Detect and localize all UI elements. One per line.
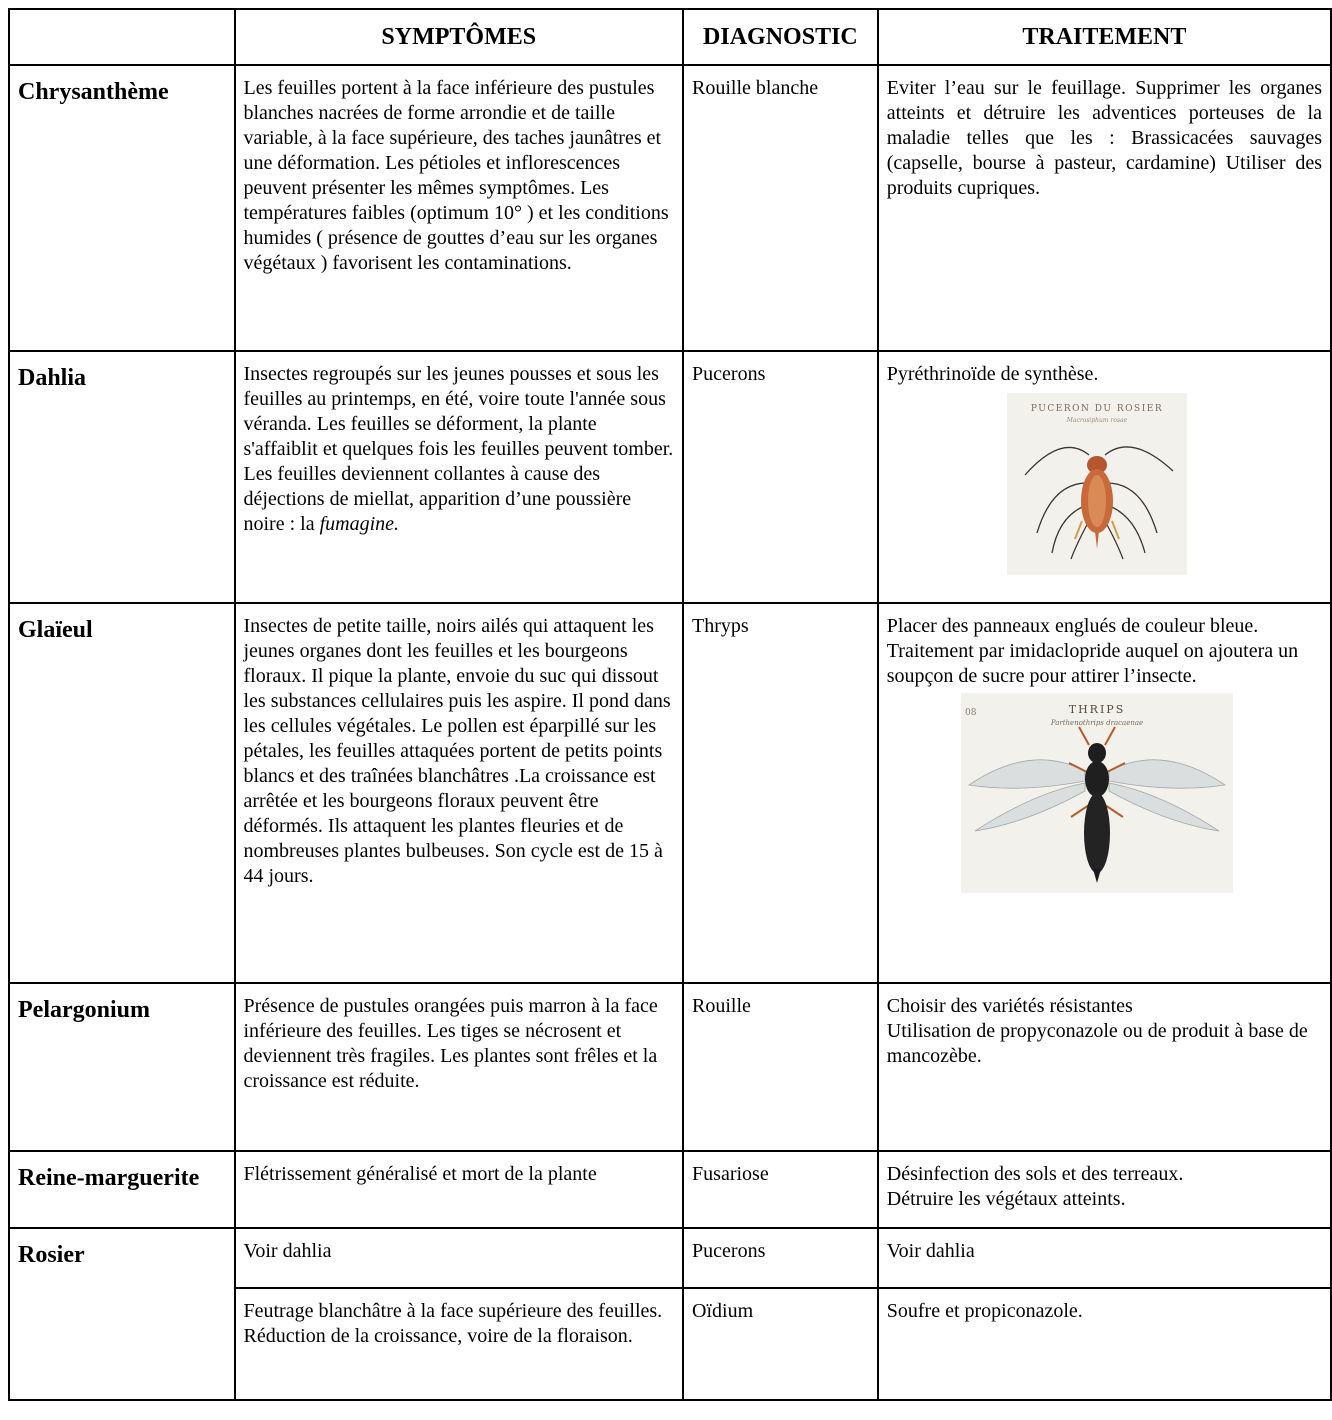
symptoms-cell xyxy=(235,603,684,983)
symptoms-cell: Flétrissement généralisé et mort de la plante xyxy=(235,1151,684,1228)
thrips-image-title: THRIPS xyxy=(1068,703,1126,716)
symptoms-text: Insectes regroupés sur les jeunes pousses et sous les feuilles au printemps, en été, voire toute l'année sous véranda. Les feuilles se déforment, la plante s'affaiblit et quelques fois les feuilles peuvent tomber. Les feuilles deviennent collantes à cause des déjections de miellat, apparition d’une poussière noire : la xyxy=(243,363,674,535)
header-diagnosis: DIAGNOSTIC xyxy=(683,9,878,65)
treatment-text: Pyréthrinoïde de synthèse. xyxy=(886,363,1099,385)
treatment-text: Choisir des variétés résistantes xyxy=(886,995,1133,1017)
treatment-cell xyxy=(878,983,1331,1151)
symptoms-cell: Les feuilles portent à la face inférieure des pustules blanches nacrées de forme arrondie et de taille variable, à la face supérieure, des taches jaunâtres et une déformation. Les pétioles et inflorescences peuvent présenter les mêmes symptômes. Les températures faibles (optimum 10° ) et les conditions humides ( présence de gouttes d’eau sur les organes végétaux ) favorisent les contaminations. xyxy=(235,65,684,351)
aphid-image-subtitle: Macrosiphum rosae xyxy=(1066,417,1127,424)
diagnosis-cell: Pucerons xyxy=(683,351,878,603)
treatment-text: Placer des panneaux englués de couleur bleue. Traitement par imidaclopride auquel on ajoutera un soupçon de sucre pour attirer l’insecte. xyxy=(886,615,1299,687)
diagnosis-cell: Thryps xyxy=(683,603,878,983)
treatment-cell xyxy=(878,603,1331,983)
header-row xyxy=(9,9,1331,65)
treatment-cell: Eviter l’eau sur le feuillage. Supprimer les organes atteints et détruire les adventices porteuses de la maladie telles que les : Brassicacées sauvages (capselle, bourse à pasteur, cardamine) Utiliser des produits cupriques. xyxy=(878,65,1331,351)
diagnosis-cell: Oïdium xyxy=(683,1288,878,1400)
header-plant xyxy=(9,9,235,65)
treatment-text: Détruire les végétaux atteints. xyxy=(886,1188,1126,1210)
symptoms-emphasis: fumagine. xyxy=(319,513,400,535)
header-treatment: TRAITEMENT xyxy=(878,9,1331,65)
symptoms-text: pétales, les feuilles attaquées portent de petits points blancs et des traînées blanchâtres .La croissance est arrêtée et les bourgeons floraux peuvent être déformés. Ils attaquent les plantes fleuries et de nombreuses plantes bulbeuses. Son cycle est de 15 à 44 jours. xyxy=(243,740,663,887)
symptoms-cell: Présence de pustules orangées puis marron à la face inférieure des feuilles. Les tiges se nécrosent et deviennent très fragiles. Les plantes sont frêles et la croissance est réduite. xyxy=(235,983,684,1151)
treatment-cell: Soufre et propiconazole. xyxy=(878,1288,1331,1400)
plant-name: Glaïeul xyxy=(9,603,235,983)
thrips-image-subtitle: Parthenothrips dracaenae xyxy=(1050,719,1143,727)
table-row xyxy=(9,351,1331,603)
plant-name: Dahlia xyxy=(9,351,235,603)
header-symptoms: SYMPTÔMES xyxy=(235,9,684,65)
disease-table xyxy=(8,8,1332,1401)
symptoms-cell: Voir dahlia xyxy=(235,1228,684,1288)
plant-name: Chrysanthème xyxy=(9,65,235,351)
aphid-image-title: PUCERON DU ROSIER xyxy=(1030,404,1163,414)
table-row xyxy=(9,1228,1331,1288)
symptoms-cell: Feutrage blanchâtre à la face supérieure des feuilles. Réduction de la croissance, voire de la floraison. xyxy=(235,1288,684,1400)
symptoms-cell xyxy=(235,351,684,603)
treatment-text: Utilisation de propyconazole ou de produit à base de mancozèbe. xyxy=(886,1020,1308,1067)
symptoms-text: Insectes de petite taille, noirs ailés qui attaquent les jeunes organes dont les feuilles et les bourgeons floraux. Il pique la plante, envoie du suc qui dissout les substances cellulaires puis les aspire. Il pond dans les cellules végétales. Le pollen est éparpillé sur les xyxy=(243,615,671,737)
plant-name: Rosier xyxy=(9,1228,235,1400)
treatment-cell: Voir dahlia xyxy=(878,1228,1331,1288)
diagnosis-cell: Rouille blanche xyxy=(683,65,878,351)
aphid-illustration xyxy=(1007,393,1187,575)
plant-name: Reine-marguerite xyxy=(9,1151,235,1228)
diagnosis-cell: Pucerons xyxy=(683,1228,878,1288)
table-row xyxy=(9,983,1331,1151)
table-row xyxy=(9,1151,1331,1228)
treatment-text: Désinfection des sols et des terreaux. xyxy=(886,1163,1184,1185)
diagnosis-cell: Fusariose xyxy=(683,1151,878,1228)
table-row xyxy=(9,603,1331,983)
diagnosis-cell: Rouille xyxy=(683,983,878,1151)
plant-name: Pelargonium xyxy=(9,983,235,1151)
treatment-cell xyxy=(878,351,1331,603)
thrips-illustration xyxy=(961,693,1233,893)
thrips-image-number: 08 xyxy=(964,708,977,718)
treatment-cell xyxy=(878,1151,1331,1228)
table-row xyxy=(9,65,1331,351)
